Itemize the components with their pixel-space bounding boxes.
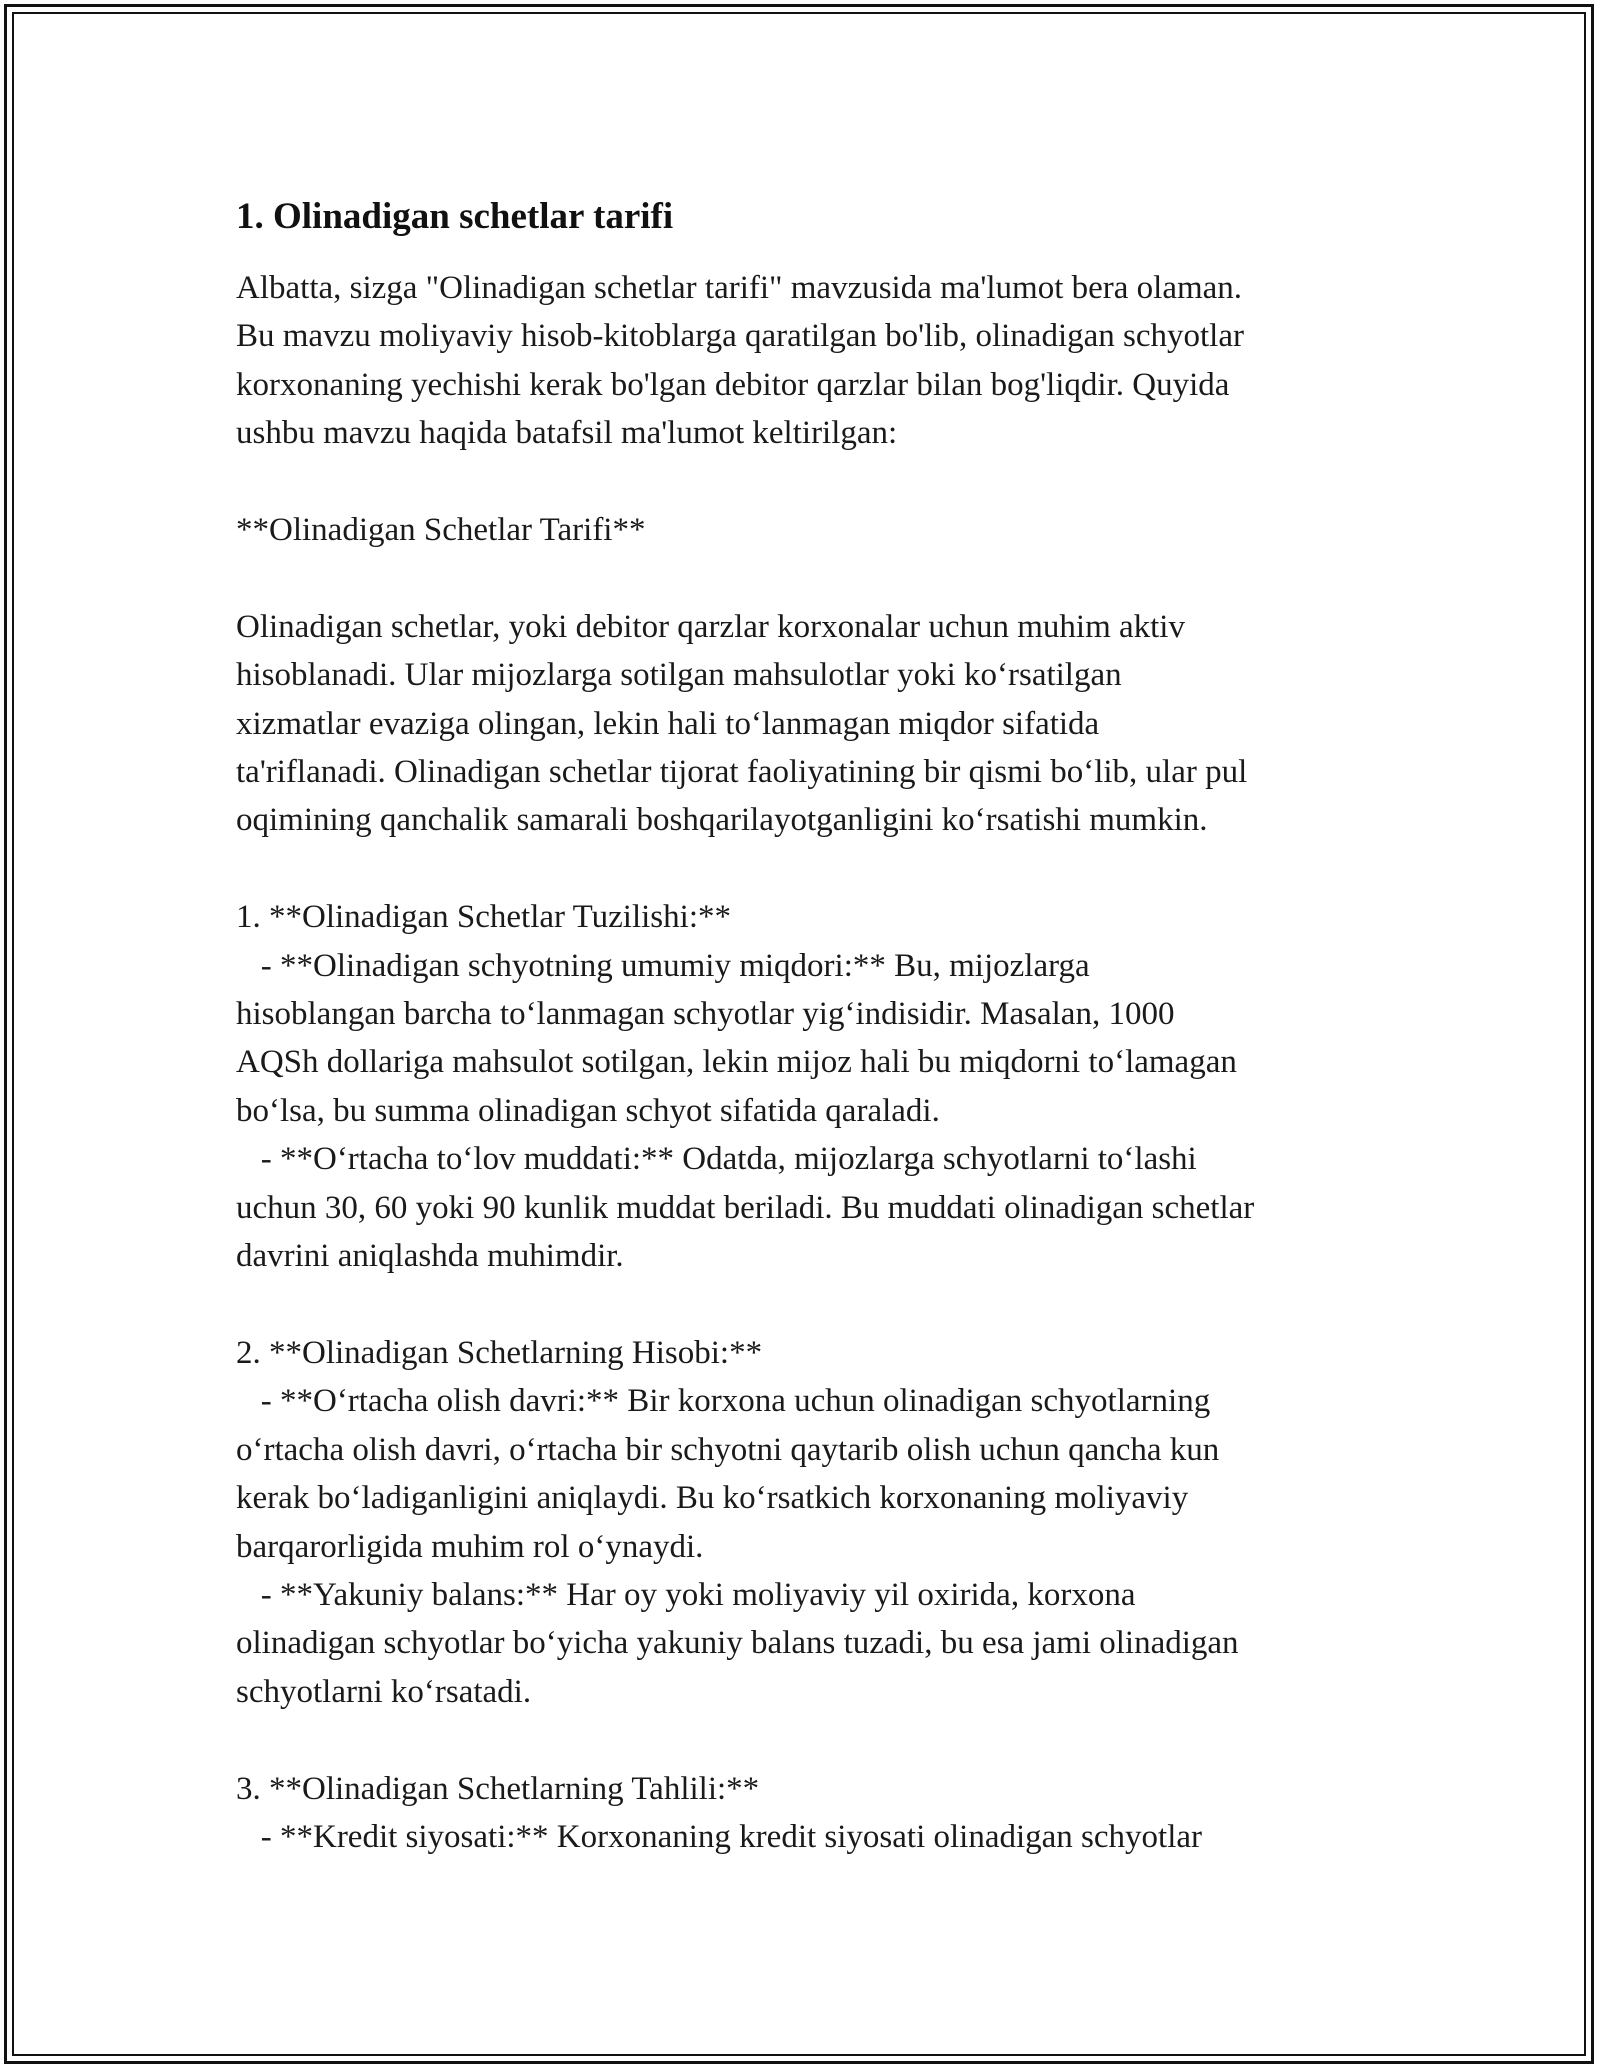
document-body — [236, 180, 1416, 1861]
text-line: 2. **Olinadigan Schetlarning Hisobi:** — [236, 1334, 763, 1371]
text-line: - **Yakuniy balans:** Har oy yoki moliyaviy yil oxirida, korxona — [236, 1576, 1136, 1613]
text-line: AQSh dollariga mahsulot sotilgan, lekin mijoz hali bu miqdorni to‘lamagan — [236, 1044, 1237, 1081]
document-text — [236, 264, 1416, 1861]
text-line: **Olinadigan Schetlar Tarifi** — [236, 512, 646, 549]
blank-line — [236, 1280, 1416, 1328]
text-line: ushbu mavzu haqida batafsil ma'lumot keltirilgan: — [236, 415, 898, 452]
text-line: o‘rtacha olish davri, o‘rtacha bir schyotni qaytarib olish uchun qancha kun — [236, 1431, 1220, 1468]
text-line: Albatta, sizga "Olinadigan schetlar tarifi" mavzusida ma'lumot bera olaman. — [236, 270, 1243, 306]
text-line: - **Kredit siyosati:** Korxonaning kredit siyosati olinadigan schyotlar — [236, 1818, 1203, 1855]
text-line: xizmatlar evaziga olingan, lekin hali to‘lanmagan miqdor sifatida — [236, 705, 1100, 742]
text-line: korxonaning yechishi kerak bo'lgan debitor qarzlar bilan bog'liqdir. Quyida — [236, 366, 1230, 403]
text-line: oqimining qanchalik samarali boshqarilayotganligini ko‘rsatishi mumkin. — [236, 802, 1208, 839]
text-line: hisoblangan barcha to‘lanmagan schyotlar yig‘indisidir. Masalan, 1000 — [236, 996, 1175, 1033]
text-line: davrini aniqlashda muhimdir. — [236, 1238, 624, 1275]
text-line: schyotlarni ko‘rsatadi. — [236, 1673, 532, 1710]
document-title: 1. Olinadigan schetlar tarifi — [236, 196, 674, 237]
blank-line — [236, 845, 1416, 893]
text-line: - **Olinadigan schyotning umumiy miqdori:** Bu, mijozlarga — [236, 947, 1090, 984]
blank-line — [236, 458, 1416, 506]
blank-line — [236, 1716, 1416, 1764]
text-line: olinadigan schyotlar bo‘yicha yakuniy balans tuzadi, bu esa jami olinadigan — [236, 1625, 1239, 1662]
text-line: ta'riflanadi. Olinadigan schetlar tijorat faoliyatining bir qismi bo‘lib, ular pul — [236, 754, 1248, 791]
text-line: - **O‘rtacha to‘lov muddati:** Odatda, mijozlarga schyotlarni to‘lashi — [236, 1141, 1197, 1178]
blank-line — [236, 554, 1416, 602]
text-line: 1. **Olinadigan Schetlar Tuzilishi:** — [236, 899, 731, 936]
text-line: uchun 30, 60 yoki 90 kunlik muddat beriladi. Bu muddati olinadigan schetlar — [236, 1189, 1255, 1226]
text-line: bo‘lsa, bu summa olinadigan schyot sifatida qaraladi. — [236, 1092, 940, 1129]
text-line: hisoblanadi. Ular mijozlarga sotilgan mahsulotlar yoki ko‘rsatilgan — [236, 657, 1122, 694]
text-line: - **O‘rtacha olish davri:** Bir korxona uchun olinadigan schyotlarning — [236, 1383, 1211, 1420]
text-line: Olinadigan schetlar, yoki debitor qarzlar korxonalar uchun muhim aktiv — [236, 608, 1185, 645]
text-line: Bu mavzu moliyaviy hisob-kitoblarga qaratilgan bo'lib, olinadigan schyotlar — [236, 318, 1244, 355]
text-line: kerak bo‘ladiganligini aniqlaydi. Bu ko‘rsatkich korxonaning moliyaviy — [236, 1480, 1189, 1517]
text-line: barqarorligida muhim rol o‘ynaydi. — [236, 1528, 704, 1565]
text-line: 3. **Olinadigan Schetlarning Tahlili:** — [236, 1770, 760, 1807]
